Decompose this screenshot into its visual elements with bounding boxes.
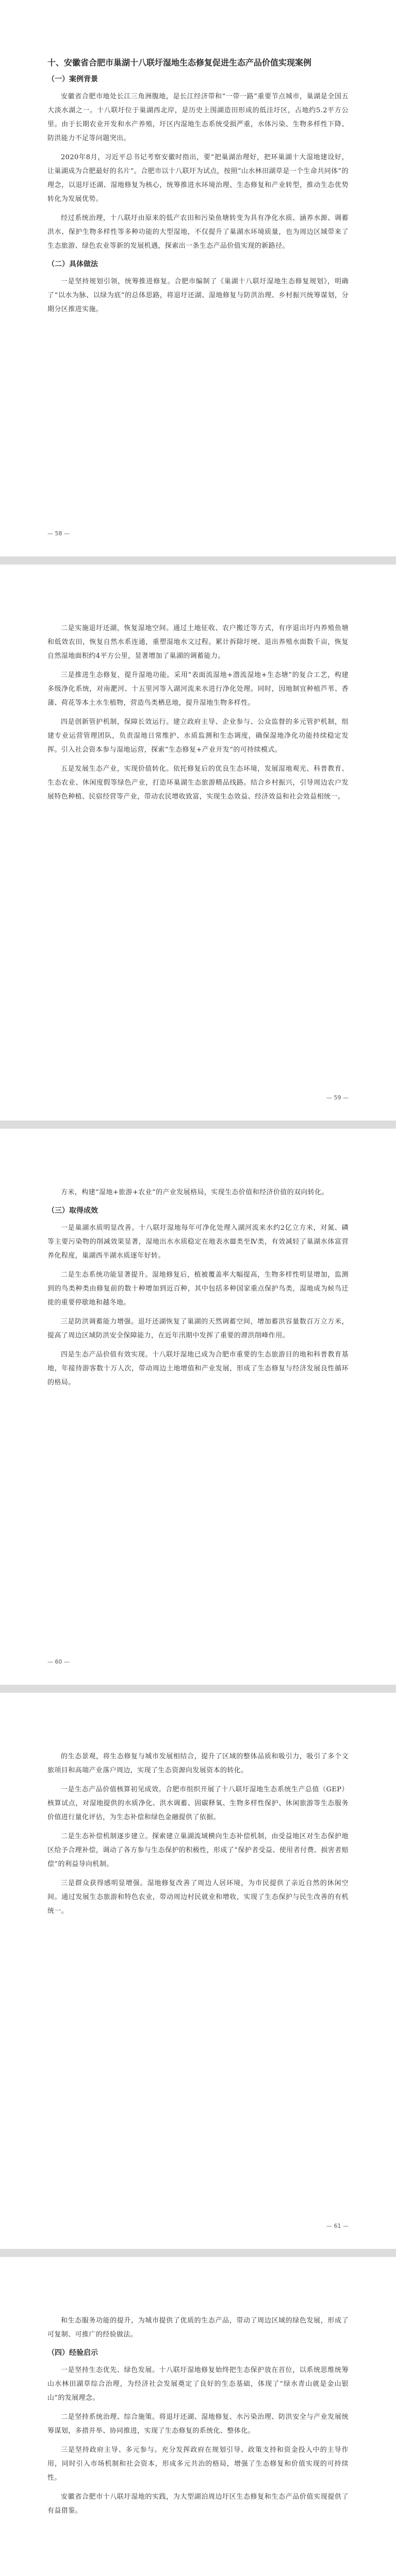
paragraph: 二是生态补偿机制逐步建立。探索建立巢湖流域横向生态补偿机制，由受益地区对生态保护地区给予合理补偿，调动了各方参与生态保护的积极性，形成了“保护者受益、使用者付费、损害者赔偿”的利益导向机制。 <box>47 1833 349 1868</box>
paragraph: 2020年8月，习近平总书记考察安徽时指出，要“把巢湖治理好，把环巢湖十大湿地建设好，让巢湖成为合肥最好的名片”。合肥市以十八联圩为试点，按照“山水林田湖草是一个生命共同体”的理念，以退圩还湖、湿地修复为核心，统筹推进水环境治理、生态修复和产业转型，推动生态优势转化为发展优势。 <box>47 154 349 203</box>
section-heading-approach: （二）具体做法 <box>47 260 98 268</box>
page-number: — 60 — <box>47 1658 70 1665</box>
document-page-3 <box>0 1128 396 1685</box>
page-number: — 58 — <box>47 530 70 537</box>
paragraph: 二是实施退圩还湖，恢复湿地空间。通过土地征收、农户搬迁等方式，有序退出圩内养殖鱼塘和低效农田，恢复自然水系连通，重塑湿地水文过程。累计拆除圩埂、退出养殖水面数千亩，恢复自然湿地面积约4平方公里，显著增加了巢湖的调蓄能力。 <box>47 624 349 660</box>
paragraph: 四是创新管护机制，保障长效运行。建立政府主导、企业参与、公众监督的多元管护机制，组建专业运营管理团队，负责湿地日常维护、水质监测和生态调度，确保湿地净化功能持续稳定发挥。引入社会资本参与湿地运营，探索“生态修复+产业开发”的可持续模式。 <box>47 718 349 754</box>
document-page-4 <box>0 1692 396 2249</box>
case-heading: 十、安徽省合肥市巢湖十八联圩湿地生态修复促进生态产品价值实现案例 <box>47 58 312 67</box>
paragraph: 三是推进生态修复，提升湿地功能。采用“表面流湿地+潜流湿地+生态塘”的复合工艺，构建多级净化系统，对南淝河、十五里河等入湖河流来水进行净化处理。同时，因地制宜种植芦苇、香蒲、荷花等本土水生植物，营造鸟类栖息地，提升湿地生物多样性。 <box>47 671 349 707</box>
paragraph: 的生态景观，将生态修复与城市发展相结合，提升了区域的整体品质和吸引力，吸引了多个文旅项目和高端产业落户周边，实现了生态资源向发展资本的转化。 <box>47 1753 349 1774</box>
paragraph: 三是防洪调蓄能力增强。退圩还湖恢复了巢湖的天然调蓄空间，增加蓄洪容量数百万立方米，提高了周边区域防洪安全保障能力，在近年汛期中发挥了重要的滞洪削峰作用。 <box>47 1318 349 1340</box>
paragraph: 安徽省合肥市地处长江三角洲腹地，是长江经济带和“一带一路”重要节点城市，巢湖是全国五大淡水湖之一。十八联圩位于巢湖西北岸，是历史上围湖造田形成的低洼圩区，占地约5.2平方公里。由于长期农业开发和水产养殖，圩区内湿地生态系统受损严重，水体污染、生物多样性下降、防洪能力不足等问题突出。 <box>47 93 349 142</box>
document-page-2 <box>0 564 396 1121</box>
paragraph: 一是坚持规划引领，统筹推进修复。合肥市编制了《巢湖十八联圩湿地生态修复规划》，明确了“以水为脉、以绿为底”的总体思路，将退圩还湖、湿地修复与防洪治理、乡村振兴统筹谋划，分期分区推进实施。 <box>47 278 349 313</box>
paragraph: 经过系统治理，十八联圩由原来的低产农田和污染鱼塘转变为具有净化水质、涵养水源、调蓄洪水、保护生物多样性等多种功能的大型湿地，不仅提升了巢湖水环境质量，也为周边区域带来了生态旅游、绿色农业等新的发展机遇，探索出一条生态产品价值实现的新路径。 <box>47 214 349 250</box>
document-page-5 <box>0 2257 396 2576</box>
paragraph: 二是生态系统功能显著提升。湿地修复后，植被覆盖率大幅提高，生物多样性明显增加，监测到的鸟类种类由修复前的数十种增加到近百种，其中包括多种国家重点保护鸟类，湿地成为候鸟迁徙的重要停歇地和越冬地。 <box>47 1271 349 1307</box>
section-heading-background: （一）案例背景 <box>47 75 98 83</box>
page-number: — 61 — <box>326 2223 349 2229</box>
paragraph: 和生态服务功能的提升，为城市提供了优质的生态产品，带动了周边区域的绿色发展，形成了可复制、可推广的经验做法。 <box>47 2317 349 2338</box>
paragraph: 方米，构建“湿地+旅游+农业”的产业发展格局，实现生态价值和经济价值的双向转化。 <box>61 1189 329 1196</box>
paragraph: 安徽省合肥市十八联圩湿地的实践，为大型湖泊周边圩区生态修复和生态产品价值实现提供了有益借鉴。 <box>47 2493 349 2515</box>
paragraph: 一是巢湖水质明显改善。十八联圩湿地每年可净化处理入湖河流来水约2亿立方米，对氮、磷等主要污染物的削减效果显著，湿地出水水质稳定在地表水Ⅲ类至Ⅳ类，有效减轻了巢湖水体富营养化程度，巢湖西半湖水质逐年好转。 <box>47 1224 349 1260</box>
document-page-1 <box>0 0 396 556</box>
section-heading-results: （三）取得成效 <box>47 1207 98 1215</box>
paragraph: 一是坚持生态优先、绿色发展。十八联圩湿地修复始终把生态保护放在首位，以系统思维统筹山水林田湖草综合治理，为经济社会发展奠定了良好的生态基础，体现了“绿水青山就是金山银山”的发展理念。 <box>47 2366 349 2402</box>
paragraph: 三是群众获得感明显增强。湿地修复改善了周边人居环境，为市民提供了亲近自然的休闲空间。通过发展生态旅游和特色农业，带动周边村民就业和增收，实现了生态保护与民生改善的有机统一。 <box>47 1879 349 1915</box>
paragraph: 一是生态产品价值核算初见成效。合肥市组织开展了十八联圩湿地生态系统生产总值（GEP）核算试点，对湿地提供的水质净化、洪水调蓄、固碳释氧、生物多样性保护、休闲旅游等生态服务价值进行量化评估，为生态补偿和绿色金融提供了依据。 <box>47 1786 349 1821</box>
section-heading-lessons: （四）经验启示 <box>47 2349 98 2357</box>
paragraph: 四是生态产品价值有效实现。十八联圩湿地已成为合肥市重要的生态旅游目的地和科普教育基地，年接待游客数十万人次，带动周边土地增值和产业发展，形成了生态修复与经济发展良性循环的格局。 <box>47 1351 349 1386</box>
paragraph: 五是发展生态产业，实现价值转化。依托修复后的优良生态环境，发展湿地观光、科普教育、生态农业、休闲度假等绿色产业，打造环巢湖生态旅游精品线路。结合乡村振兴，引导周边农户发展特色种植、民宿经营等产业，带动农民增收致富，实现生态效益、经济效益和社会效益相统一。 <box>47 765 349 801</box>
paragraph: 二是坚持系统治理、综合施策。将退圩还湖、湿地修复、水污染治理、防洪安全与产业发展统筹谋划，多措并举、协同推进，实现了生态修复的系统化、整体化。 <box>47 2413 349 2435</box>
page-number: — 59 — <box>326 1094 349 1101</box>
paragraph: 三是坚持政府主导、多元参与。充分发挥政府在规划引导、政策支持和资金投入中的主导作用，同时引入市场机制和社会资本，形成多元共治的格局，增强了生态修复和价值实现的可持续性。 <box>47 2446 349 2482</box>
